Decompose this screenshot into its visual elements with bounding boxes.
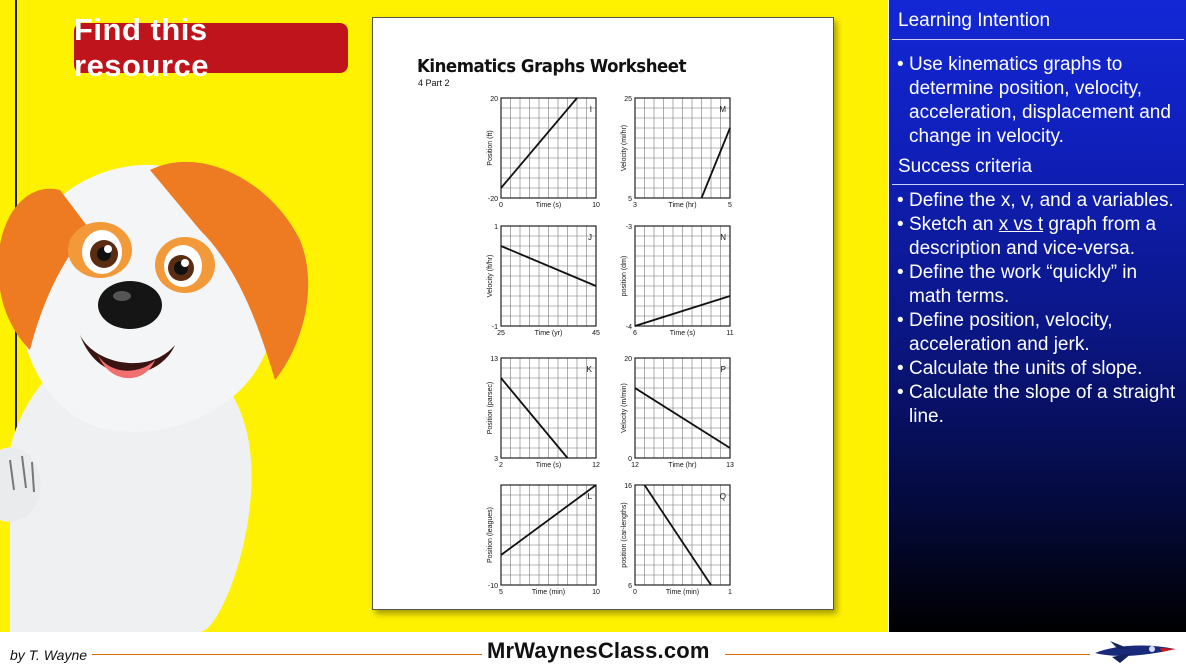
graph-K [501, 358, 596, 458]
find-resource-button[interactable]: Find this resource [74, 23, 348, 73]
y-max-label: 16 [624, 483, 632, 490]
x-min-label: 0 [499, 202, 503, 209]
x-axis-label: Time (s) [535, 462, 562, 469]
y-min-label: -4 [625, 324, 632, 331]
learning-panel [889, 0, 1186, 632]
graph-Q [635, 485, 730, 585]
x-min-label: 12 [631, 462, 639, 469]
x-max-label: 1 [728, 589, 732, 596]
site-link[interactable]: MrWaynesClass.com [487, 638, 710, 663]
heading-divider [892, 184, 1184, 185]
x-min-label: 2 [499, 462, 503, 469]
learning-intention-heading: Learning Intention [898, 10, 1051, 31]
success-item-text: Define the x, v, and a variables. [909, 190, 1174, 211]
x-axis-label: Time (s) [669, 330, 696, 337]
y-axis-label: Position (ft) [487, 130, 494, 166]
graphs-grid [373, 18, 835, 611]
x-max-label: 5 [728, 202, 732, 209]
graph-I [501, 98, 596, 198]
graph-P [635, 358, 730, 458]
y-min-label: -20 [487, 196, 498, 203]
worksheet-page [372, 17, 834, 610]
y-min-label: -10 [487, 583, 498, 590]
worksheet-subtitle: 4 Part 2 [418, 78, 450, 88]
y-min-label: 3 [494, 456, 498, 463]
x-axis-label: Time (min) [665, 589, 700, 596]
y-max-label: 13 [490, 356, 498, 363]
y-min-label: 0 [628, 456, 632, 463]
success-item [897, 381, 1181, 429]
footer-line-right [725, 654, 1090, 655]
x-max-label: 13 [726, 462, 734, 469]
success-item-text: Define the work “quickly” in math terms. [909, 262, 1138, 307]
success-item [897, 357, 1181, 381]
success-item [897, 261, 1181, 309]
graph-J [501, 226, 596, 326]
x-min-label: 5 [499, 589, 503, 596]
graph-letter: I [589, 105, 592, 114]
y-max-label: -3 [625, 224, 632, 231]
success-item-text: Define position, velocity, acceleration and jerk. [909, 310, 1113, 355]
graph-letter: M [719, 105, 726, 114]
worksheet-title: Kinematics Graphs Worksheet [417, 56, 687, 77]
success-item [897, 309, 1181, 357]
y-axis-label: Position (leagues) [487, 506, 494, 564]
graph-letter: J [588, 233, 592, 242]
y-max-label: 20 [490, 96, 498, 103]
success-item [897, 213, 1181, 261]
graph-L [501, 485, 596, 585]
author-credit: by T. Wayne [10, 647, 88, 663]
heading-divider [892, 39, 1184, 40]
x-max-label: 11 [726, 330, 734, 337]
x-axis-label: Time (s) [535, 202, 562, 209]
success-criteria-heading: Success criteria [898, 156, 1033, 177]
y-axis-label: Position (parsec) [487, 381, 494, 435]
graph-letter: K [586, 365, 592, 374]
x-min-label: 0 [633, 589, 637, 596]
y-max-label: 25 [624, 96, 632, 103]
x-axis-label: Time (min) [531, 589, 566, 596]
success-item-underlined: x vs t [998, 214, 1044, 235]
footer-line-left [92, 654, 482, 655]
y-min-label: 5 [628, 196, 632, 203]
success-criteria-list [897, 189, 1181, 429]
x-axis-label: Time (hr) [668, 202, 697, 209]
success-item-text: graph from a description and vice-versa. [909, 214, 1157, 259]
graph-letter: Q [719, 492, 726, 501]
y-axis-label: position (car-lengths) [621, 502, 628, 568]
rocket-logo-icon [1090, 635, 1180, 665]
success-item-text: Sketch an [909, 214, 999, 235]
x-max-label: 10 [592, 202, 600, 209]
x-max-label: 12 [592, 462, 600, 469]
y-axis-label: Velocity (m/min) [621, 383, 628, 433]
x-axis-label: Time (yr) [534, 330, 563, 337]
x-max-label: 10 [592, 589, 600, 596]
y-axis-label: position (dm) [621, 255, 628, 297]
footer [0, 632, 1186, 667]
x-min-label: 25 [497, 330, 505, 337]
success-item [897, 189, 1181, 213]
learning-intention-list [897, 53, 1181, 149]
success-item-text: Calculate the units of slope. [909, 358, 1143, 379]
x-max-label: 45 [592, 330, 600, 337]
y-max-label: 1 [494, 224, 498, 231]
success-item-text: Calculate the slope of a straight line. [909, 382, 1176, 427]
graph-letter: L [587, 492, 592, 501]
dog-mascot-illustration [0, 150, 320, 632]
y-min-label: 6 [628, 583, 632, 590]
y-min-label: -1 [491, 324, 498, 331]
x-axis-label: Time (hr) [668, 462, 697, 469]
graph-letter: N [720, 233, 726, 242]
graph-M [635, 98, 730, 198]
y-axis-label: Velocity (mi/hr) [621, 124, 628, 172]
x-min-label: 3 [633, 202, 637, 209]
x-min-label: 6 [633, 330, 637, 337]
learning-item: • Use kinematics graphs to determine position, velocity, acceleration, displacement and change in velocity. [897, 53, 1181, 149]
graph-letter: P [720, 365, 726, 374]
graph-line [702, 128, 731, 198]
y-max-label: 20 [624, 356, 632, 363]
y-axis-label: Velocity (ft/hr) [487, 254, 494, 298]
